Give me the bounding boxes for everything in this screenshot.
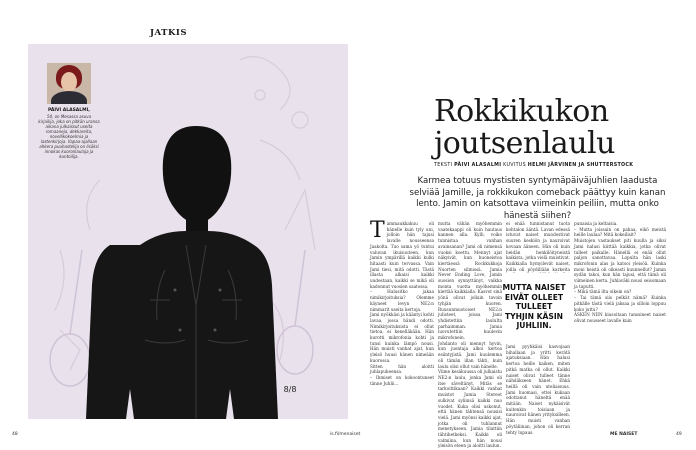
lede: Karmea totuus mystisten syntymäpäiväjuhlien laadusta selviää Jamille, ja rokkikukon comeback päättyy kuin kanan lento. Jamin on katsottava viimeinkin peiliin, mutta onko hänestä siihen? (409, 176, 666, 221)
folio-website: is.fi/menaiset (330, 432, 361, 437)
headline (434, 96, 674, 160)
folio-right-page-number: 49 (676, 432, 682, 437)
byline-illustrators: HELMI JÄRVINEN JA SHUTTERSTOCK (527, 163, 634, 168)
column-3-paragraph-2: Jami pyyhkäisi kasvojaan hihallaan ja yritti kerätä ajatuksiaan. Hän halusi kertoa heille kaiken, miten pitkä matka oli ollut. Kaikki naiset olivat tulleet tänne nähdäkseen hänet. Ehkä heillä oli vain uteliaisuus. Jami huomasi, ettei kukaan odottanut häneltä enää mitään. Naiset nykäisivät kuitenkin toisiaan ja nauroivat hänen yrityksilleen. Hän muisti vanhan pöytäliinan, johon oli kerran tehty lupaus. (506, 344, 570, 435)
column-4-paragraph-6: ÄSKEN NIIN kiusoitaan tanssineet naiset olivat nousseet lavalle kuin (574, 312, 666, 323)
column-4-paragraph-1: punaisia ja keltaisia. (574, 221, 618, 226)
author-bio: 54, on Mesassa asuva kirjailija, joka on pitkän uransa aikana julkaissut useita romaaneja, dekkareita, novellikokoelmia ja lastenkirjoja. Vapaa-ajallaan ahkera puuhastelija on lisäksi innokas kuoronlaulaja ja kuntoilija. (38, 114, 100, 159)
body-column-4 (574, 221, 666, 324)
body-column-2 (438, 221, 502, 449)
body-column-3-top (506, 221, 570, 273)
body-column-1 (370, 218, 434, 386)
folio-left-page-number: 48 (12, 432, 18, 437)
page-count-badge: 8/8 (279, 379, 301, 401)
column-1-paragraph-3: Jami nyökkäsi ja kääntyi kohti lavaa, jossa bändi odotti. Nimikirjoituksista ei ollut tietoa, ei kenelläkään. Hän kurotti mikrofonia kohti ja tunsi kuinka lämpö nousi. Hän muisti vanhat ajat, kun yleisö huusi hänen nimeään kuorossa. (370, 312, 434, 363)
author-photo (47, 63, 91, 104)
column-1-paragraph-2: – Halusitko jakaa nimikirjoituksia? Olemme käyneet levyn NE2:n nimmarit useita kertoja. (370, 289, 434, 312)
column-1-paragraph-4: Sitten hän aloitti juhlapuheensa. (370, 363, 434, 375)
author-name: PÄIVI ALASALMI, (47, 108, 91, 113)
column-2-paragraph-1: mutta vähän myöhemmin vaatekaappi oli kuin hautaus kannen alla. Kylli, voiko tunnistaa vanhan avainsanan? Jami oli nimensä vuoksi koettu. Mennyt ajat näkyivät, kun huoneistoa kiertäessä Rockkukkoja Nuorten silmissä. Jamia Never Ending Love, Jamin suosion synnyttänyt, vaikka monta vuotta myöhemmin kiertää kaikkialla. Kasvot sinä yönä olivat jollain tavoin tyhjän kuoren. Ruusunmuotoiset NE2:n julisteet, joissa Jami yhdistettiin laululta parhaimman. Jamia luovutettiin kuulevin mikrofonein. (438, 221, 502, 341)
section-label: JATKIS (150, 28, 187, 38)
column-1-paragraph-1: ammaukkakuu oli hänelle kuin tyly uni, jolloin hän tajusi lavalle nousseensa Jaakolta. Tuo sama yö tuntui valuvan ikuisuuteen, kun Jamin ympärillä kaikki kulki hitaasti kuin tervassa. Vain Jami tiesi, mitä odotti. Tästä illasta alkaisi kaikki uudestaan, kaikki se mikä oli kadonnut vuosien saatossa. (370, 221, 434, 289)
body-column-3-bottom (506, 344, 570, 435)
column-4-paragraph-3: Muistojen vastaukset piti kuulla ja siksi Jami halusi kiittää kaikkia, jotka olivat tulleet paikalle. Hänellä ei enää ollut paljon sanottavaa. Lopulta hän laski mikrofonin alas ja katsoi yleisöä. Kuinka moni heistä oli oikeasti kuunnellut? Jamin sydän takoi, kun hän tajusi, että tämä oli viimeinen kerta. Juhlaväki nousi seisomaan ja taputti. (574, 238, 666, 289)
headline-line-1: Rokkikukon (434, 94, 609, 129)
column-3-paragraph-1: ei enää tunnistanut tuota kohtalon ääntä. Lavan edessä istuvat naiset muodostivat suuren keskiön ja nauroivat kovaan ääneen. Hän oli kuin heidän henkilöityneistä kaikista, jotka vielä muistivat. Kaikkialla hymyilevät naiset, joilla oli pöydillään karkeita (506, 221, 570, 272)
column-1-paragraph-5: – Ihmiset on kokoontuneet tänne Juhlii... (370, 374, 434, 386)
pull-quote: MUTTA NAISET EIVÄT OLLEET TULLEET TYHJIN KÄSIN JUHLIIN. (502, 283, 566, 330)
column-4-paragraph-4: – Mikä tämä ilta oikein on? (574, 289, 632, 295)
headline-line-2: joutsenlaulu (434, 126, 615, 161)
byline-author: PÄIVI ALASALMI (454, 163, 502, 168)
column-2-paragraph-2: Johdanto oli mennyt hyvin, kun juontaja alkoi kertoa esiintyjistä. Jami kuulemma oli tämän illan tähti, kuin laulu olisi ollut vain hänelle. (438, 340, 502, 369)
drop-cap: T (370, 218, 385, 243)
column-4-paragraph-2: – Mutta joissain on pahaa, eikö meistä heille laulaa? Mitä kokeilisit? (574, 226, 666, 238)
byline-kuvitus-label: KUVITUS (503, 163, 526, 168)
folio-brand: ME NAISET (610, 432, 638, 437)
column-2-paragraph-3: Viime kesäkuussa oli julkaistu NE2:n laulu, jonka Jami oli itse säveltänyt. Mitäs se tarkoittikaan? Kaikki vanhat muistot Jamia Stereot sulkivat syliinsä kaikki nuo vuodet. Kuka olisi uskonut, että hänen tähtensä nousisi vielä. Jami myönsi kaikki ajat, jotka oli tuhlannut menetykseen. Jamia tilattiin tähtihetkeksi. Kaikki oli valmiina, kun hän nousi yleisön eteen ja aloitti laulun. (438, 369, 502, 449)
byline-teksti-label: TEKSTI (434, 163, 453, 168)
column-4-paragraph-5: – Tai tämä siis pelkät nämä? Kuinka pitkälle tästä vielä jaksaa ja silloin loppuu koko juttu? (574, 295, 666, 312)
byline (434, 163, 633, 168)
